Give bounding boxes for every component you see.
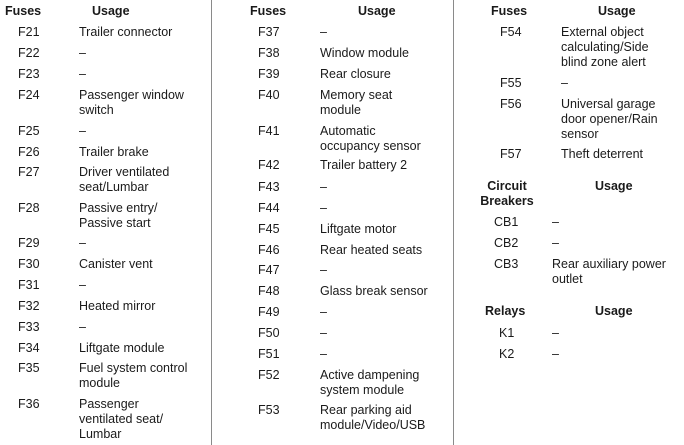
fuse-usage: – — [79, 236, 86, 250]
fuse-id: CB1 — [494, 215, 519, 229]
fuse-id: F42 — [258, 158, 280, 172]
fuse-usage: Liftgate module — [79, 341, 165, 355]
fuse-usage: – — [79, 320, 86, 334]
fuse-usage: Active dampening system module — [320, 368, 420, 397]
fuse-usage: Memory seat module — [320, 88, 393, 117]
fuse-id: F54 — [500, 25, 522, 39]
fuse-id: F53 — [258, 403, 280, 417]
header-usage: Usage — [598, 4, 636, 18]
fuse-usage: Rear auxiliary power outlet — [552, 257, 666, 286]
fuse-id: F36 — [18, 397, 40, 411]
fuse-id: F44 — [258, 201, 280, 215]
fuse-id: F49 — [258, 305, 280, 319]
fuse-id: F57 — [500, 147, 522, 161]
fuse-usage: Passive entry/ Passive start — [79, 201, 158, 230]
fuse-usage: – — [561, 76, 568, 90]
fuse-column-1 — [0, 0, 211, 445]
fuse-usage: – — [320, 305, 327, 319]
fuse-usage: Passenger ventilated seat/ Lumbar — [79, 397, 164, 441]
fuse-id: F22 — [18, 46, 40, 60]
header-fuses: Fuses — [5, 4, 42, 18]
fuse-usage: Canister vent — [79, 257, 153, 271]
fuse-column-2 — [212, 0, 453, 445]
header-usage: Usage — [595, 179, 633, 193]
fuse-id: F45 — [258, 222, 280, 236]
fuse-usage: Trailer connector — [79, 25, 173, 39]
fuse-usage: – — [320, 201, 327, 215]
fuse-usage: Driver ventilated seat/Lumbar — [79, 165, 170, 194]
fuse-id: F41 — [258, 124, 280, 138]
fuse-usage: Rear heated seats — [320, 243, 423, 257]
fuse-id: F34 — [18, 341, 40, 355]
fuse-column-3 — [454, 0, 684, 445]
fuse-usage: Fuel system control module — [79, 361, 188, 390]
fuse-usage: Liftgate motor — [320, 222, 397, 236]
fuse-usage: – — [79, 124, 86, 138]
fuse-id: F47 — [258, 263, 280, 277]
fuse-id: F37 — [258, 25, 280, 39]
fuse-id: F48 — [258, 284, 280, 298]
fuse-usage: Theft deterrent — [561, 147, 643, 161]
fuse-id: F29 — [18, 236, 40, 250]
fuse-usage: Automatic occupancy sensor — [320, 124, 421, 153]
fuse-usage: – — [320, 326, 327, 340]
fuse-id: F27 — [18, 165, 40, 179]
fuse-usage: Window module — [320, 46, 409, 60]
fuse-id: CB3 — [494, 257, 519, 271]
fuse-usage: – — [552, 326, 559, 340]
header-usage: Usage — [358, 4, 396, 18]
fuse-usage: Passenger window switch — [79, 88, 184, 117]
fuse-usage: – — [79, 46, 86, 60]
fuse-id: F32 — [18, 299, 40, 313]
fuse-usage: – — [79, 67, 86, 81]
fuse-id: F33 — [18, 320, 40, 334]
fuse-id: K2 — [499, 347, 515, 361]
fuse-id: F35 — [18, 361, 40, 375]
fuse-usage: Rear parking aid module/Video/USB — [320, 403, 426, 432]
fuse-usage: Trailer brake — [79, 145, 149, 159]
fuse-usage: – — [320, 263, 327, 277]
fuse-id: F39 — [258, 67, 280, 81]
header-usage: Usage — [595, 304, 633, 318]
fuse-usage: Rear closure — [320, 67, 391, 81]
fuse-id: F40 — [258, 88, 280, 102]
fuse-id: F24 — [18, 88, 40, 102]
fuse-id: F38 — [258, 46, 280, 60]
fuse-id: F51 — [258, 347, 280, 361]
header-usage: Usage — [92, 4, 130, 18]
fuse-id: F55 — [500, 76, 522, 90]
fuse-usage: Universal garage door opener/Rain sensor — [561, 97, 658, 141]
header-relays: Relays — [485, 304, 526, 318]
header-fuses: Fuses — [491, 4, 528, 18]
fuse-id: CB2 — [494, 236, 519, 250]
fuse-usage: – — [552, 215, 559, 229]
fuse-id: F28 — [18, 201, 40, 215]
fuse-id: F50 — [258, 326, 280, 340]
fuse-usage: – — [552, 347, 559, 361]
fuse-usage: – — [320, 180, 327, 194]
header-fuses: Fuses — [250, 4, 287, 18]
fuse-usage: Heated mirror — [79, 299, 156, 313]
fuse-usage: – — [320, 347, 327, 361]
fuse-id: K1 — [499, 326, 515, 340]
fuse-id: F23 — [18, 67, 40, 81]
fuse-id: F46 — [258, 243, 280, 257]
fuse-id: F43 — [258, 180, 280, 194]
fuse-id: F30 — [18, 257, 40, 271]
fuse-usage: External object calculating/Side blind zone alert — [561, 25, 649, 69]
fuse-id: F56 — [500, 97, 522, 111]
header-circuit-breakers: Circuit Breakers — [480, 179, 534, 208]
fuse-id: F31 — [18, 278, 40, 292]
fuse-id: F52 — [258, 368, 280, 382]
fuse-usage: – — [320, 25, 327, 39]
fuse-usage: Trailer battery 2 — [320, 158, 408, 172]
fuse-usage: Glass break sensor — [320, 284, 428, 298]
fuse-usage: – — [79, 278, 86, 292]
fuse-id: F25 — [18, 124, 40, 138]
fuse-id: F26 — [18, 145, 40, 159]
fuse-usage: – — [552, 236, 559, 250]
fuse-id: F21 — [18, 25, 40, 39]
